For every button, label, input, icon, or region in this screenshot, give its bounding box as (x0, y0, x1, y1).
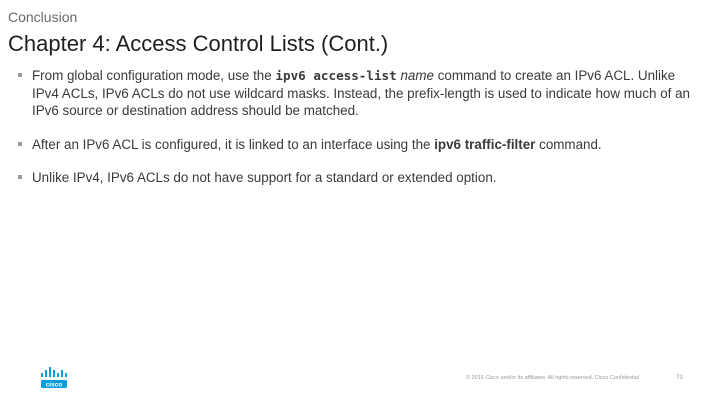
copyright-text: © 2016 Cisco and/or its affiliates. All rights reserved. Cisco Confidential (466, 375, 640, 381)
bullet-list (18, 67, 698, 203)
bullet-item (18, 169, 698, 187)
svg-text:cisco: cisco (45, 381, 63, 389)
page-title: Chapter 4: Access Control Lists (Cont.) (8, 31, 389, 56)
bullet-marker (18, 142, 22, 146)
command-keyword: ipv6 access-list (275, 68, 397, 83)
page-number: 73 (676, 375, 683, 381)
bullet-text: command. (535, 136, 602, 152)
bullet-text: After an IPv6 ACL is configured, it is linked to an interface using the (32, 136, 435, 152)
command-keyword: ipv6 traffic-filter (434, 136, 536, 152)
bullet-text: Unlike IPv4, IPv6 ACLs do not have support for a standard or extended option. (32, 170, 497, 185)
section-eyebrow: Conclusion (8, 9, 78, 25)
bullet-item (18, 67, 698, 120)
bullet-item (18, 136, 698, 154)
bullet-marker (18, 175, 22, 179)
cisco-logo-icon (40, 367, 68, 389)
bullet-text: command to create an IPv6 ACL. Unlike IPv4 ACLs, IPv6 ACLs do not use wildcard masks. Instead, the prefix-length is used to indicate how much of an IPv6 source or destination address should be matched. (32, 68, 690, 118)
bullet-text: From global configuration mode, use the (32, 68, 276, 83)
command-argument: name (400, 68, 434, 83)
bullet-marker (18, 73, 22, 77)
